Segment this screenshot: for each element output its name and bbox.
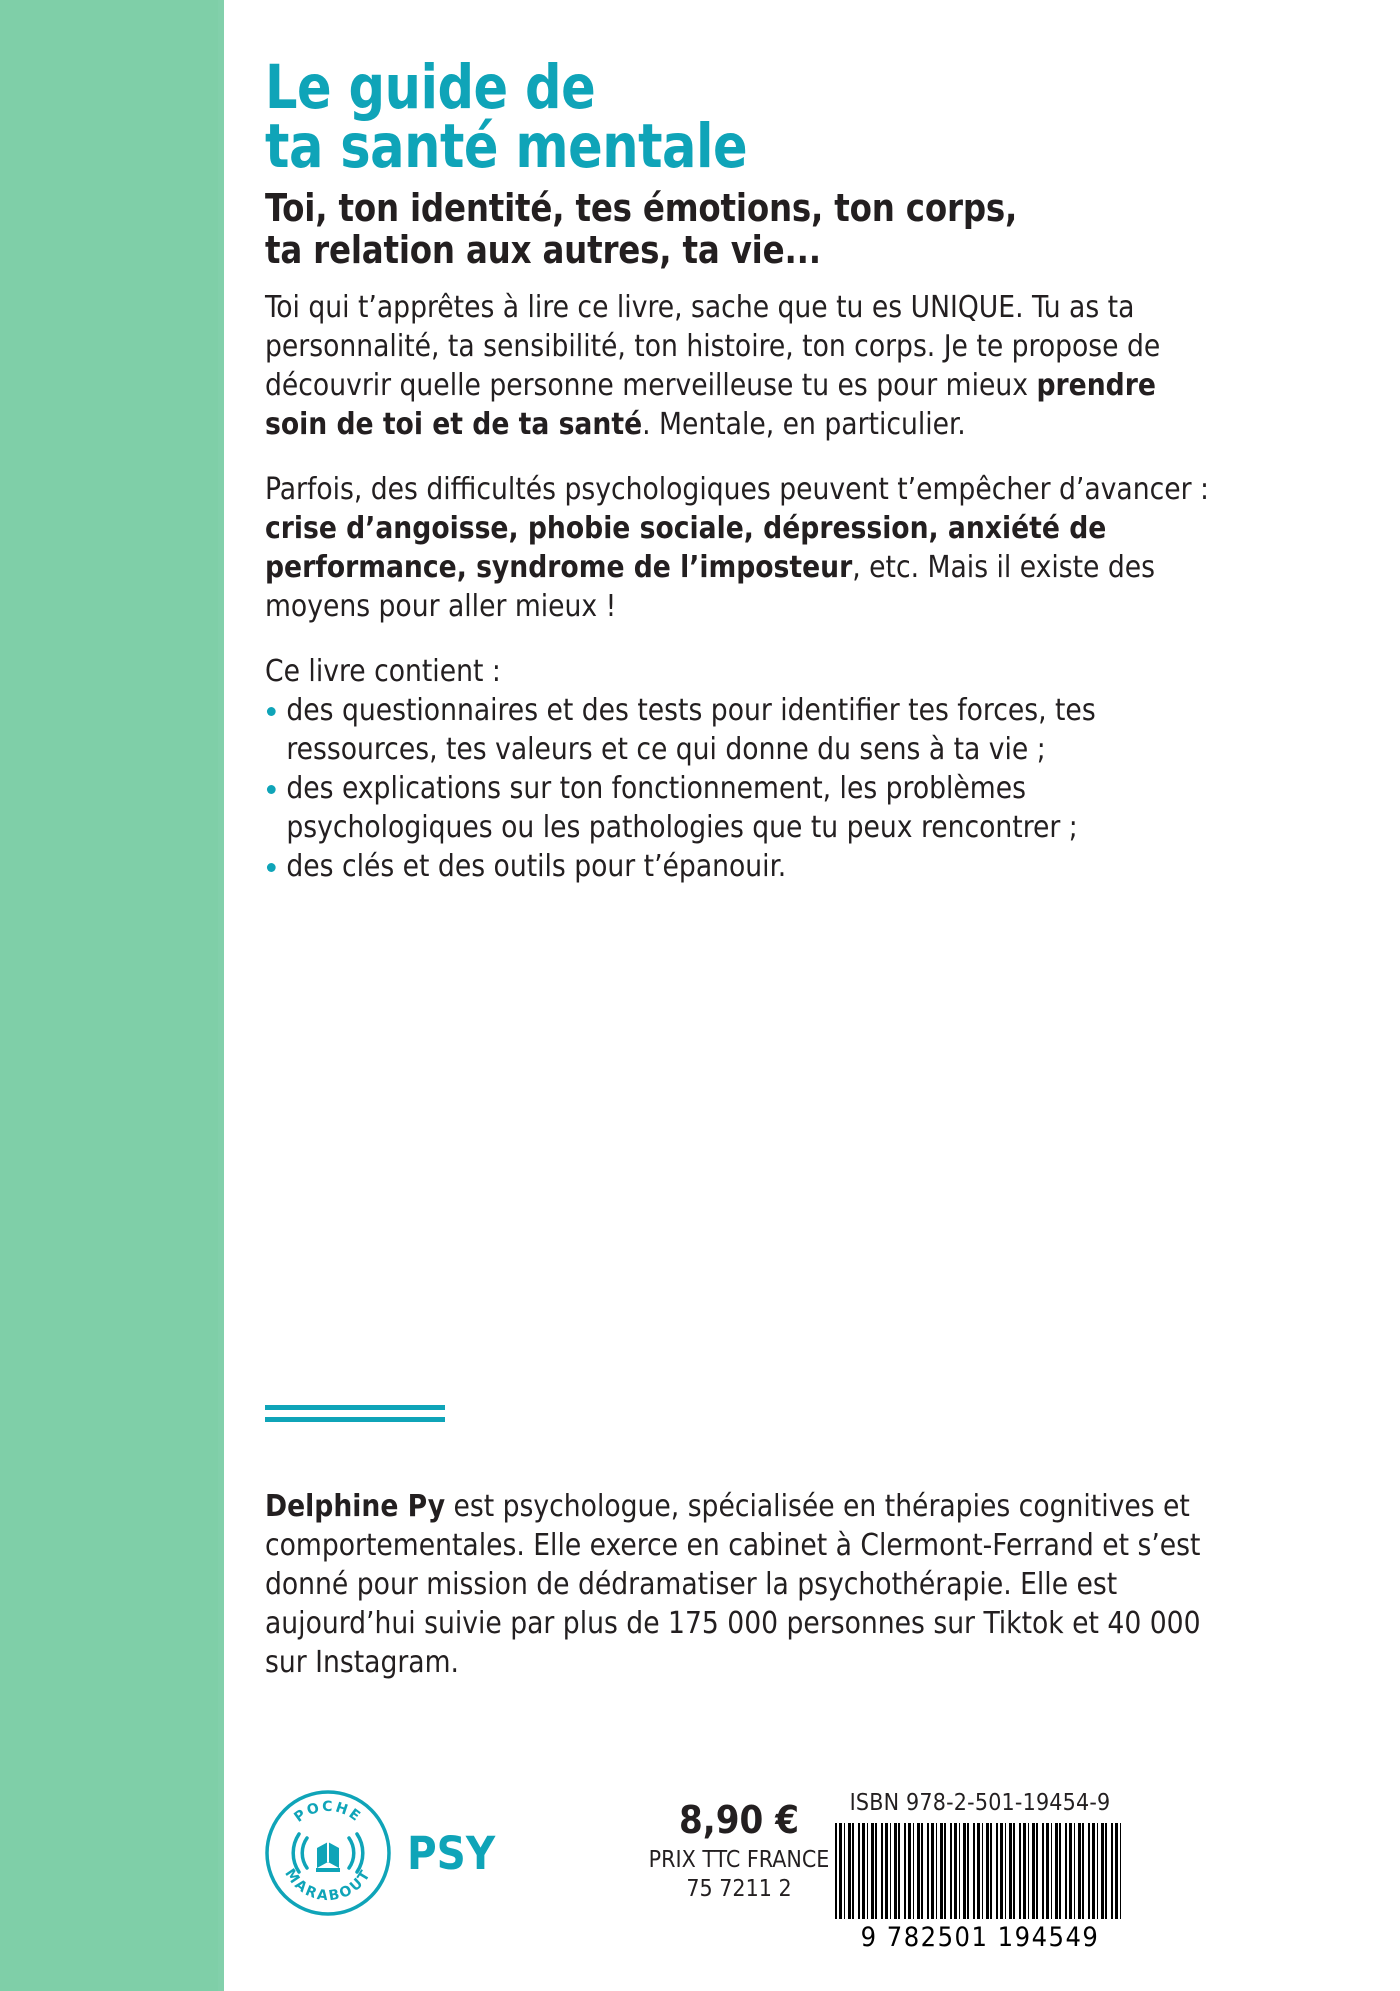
price-caption: PRIX TTC FRANCE xyxy=(648,1846,830,1873)
list-item: des explications sur ton fonctionnement, les problèmes psychologiques ou les pathologies que tu peux rencontrer ; xyxy=(265,769,1216,847)
author-name: Delphine Py xyxy=(265,1489,446,1524)
blurb-paragraph-1 xyxy=(265,288,1216,444)
title-line-1: Le guide de xyxy=(265,52,596,123)
barcode-block xyxy=(835,1790,1125,1953)
list-intro: Ce livre contient : xyxy=(265,654,501,690)
p2-part-1: Parfois, des difficultés psychologiques peuvent t’empêcher d’avancer : xyxy=(265,472,1209,508)
page-title xyxy=(265,52,1158,183)
publisher-logo-area xyxy=(265,1790,495,1916)
section-divider xyxy=(265,1405,445,1422)
subtitle-line-2: ta relation aux autres, ta vie... xyxy=(265,228,821,273)
price-value: 8,90 € xyxy=(678,1798,800,1842)
collection-label: PSY xyxy=(407,1826,496,1880)
poche-marabout-logo xyxy=(265,1790,391,1916)
p1-part-2: . Mentale, en particulier. xyxy=(642,407,966,443)
svg-text:POCHE: POCHE xyxy=(291,1798,365,1826)
subtitle-line-1: Toi, ton identité, tes émotions, ton corps, xyxy=(265,186,1018,231)
author-bio xyxy=(265,1487,1250,1682)
divider-line-bottom xyxy=(265,1417,445,1422)
price-block xyxy=(639,1800,839,1903)
blurb-text xyxy=(265,288,1245,886)
list-item: des questionnaires et des tests pour identifier tes forces, tes ressources, tes valeurs et ce qui donne du sens à ta vie ; xyxy=(265,691,1216,769)
svg-text:MARABOUT: MARABOUT xyxy=(281,1865,375,1905)
page-subtitle xyxy=(265,188,1177,272)
title-line-2: ta santé mentale xyxy=(265,111,748,183)
barcode-digits: 9 782501 194549 xyxy=(860,1922,1100,1953)
p1-bold: prendre soin de toi et de ta santé xyxy=(265,368,1156,443)
author-bio-paragraph xyxy=(265,1487,1220,1682)
cover-content xyxy=(265,0,1265,1991)
author-bio-text: est psychologue, spécialisée en thérapies cognitives et comportementales. Elle exerce en cabinet à Clermont-Ferrand et s’est donné pour mission de dédramatiser la psychothérapie. Elle est aujourd’hui suivie par plus de 175 000 personnes sur Tiktok et 40 000 sur Instagram. xyxy=(265,1489,1201,1681)
title-block xyxy=(265,52,1225,273)
divider-line-top xyxy=(265,1405,445,1410)
spine-strip xyxy=(0,0,224,1991)
spine-edge-line xyxy=(218,0,224,1991)
blurb-paragraph-2 xyxy=(265,470,1216,626)
p2-part-2: , etc. Mais il existe des moyens pour aller mieux ! xyxy=(265,550,1156,625)
cover-footer xyxy=(265,1790,1265,1970)
barcode-image xyxy=(835,1823,1121,1919)
p1-part-1: Toi qui t’apprêtes à lire ce livre, sache que tu es UNIQUE. Tu as ta personnalité, ta sensibilité, ton histoire, ton corps. Je te propose de découvrir quelle personne merveilleuse tu es pour mieux xyxy=(265,290,1161,404)
p2-bold: crise d’angoisse, phobie sociale, dépression, anxiété de performance, syndrome de l’imposteur xyxy=(265,511,1107,586)
price-code: 75 7211 2 xyxy=(686,1875,792,1902)
list-item: des clés et des outils pour t’épanouir. xyxy=(265,847,1216,886)
isbn-text: ISBN 978-2-501-19454-9 xyxy=(849,1790,1111,1816)
features-list xyxy=(265,691,1245,886)
